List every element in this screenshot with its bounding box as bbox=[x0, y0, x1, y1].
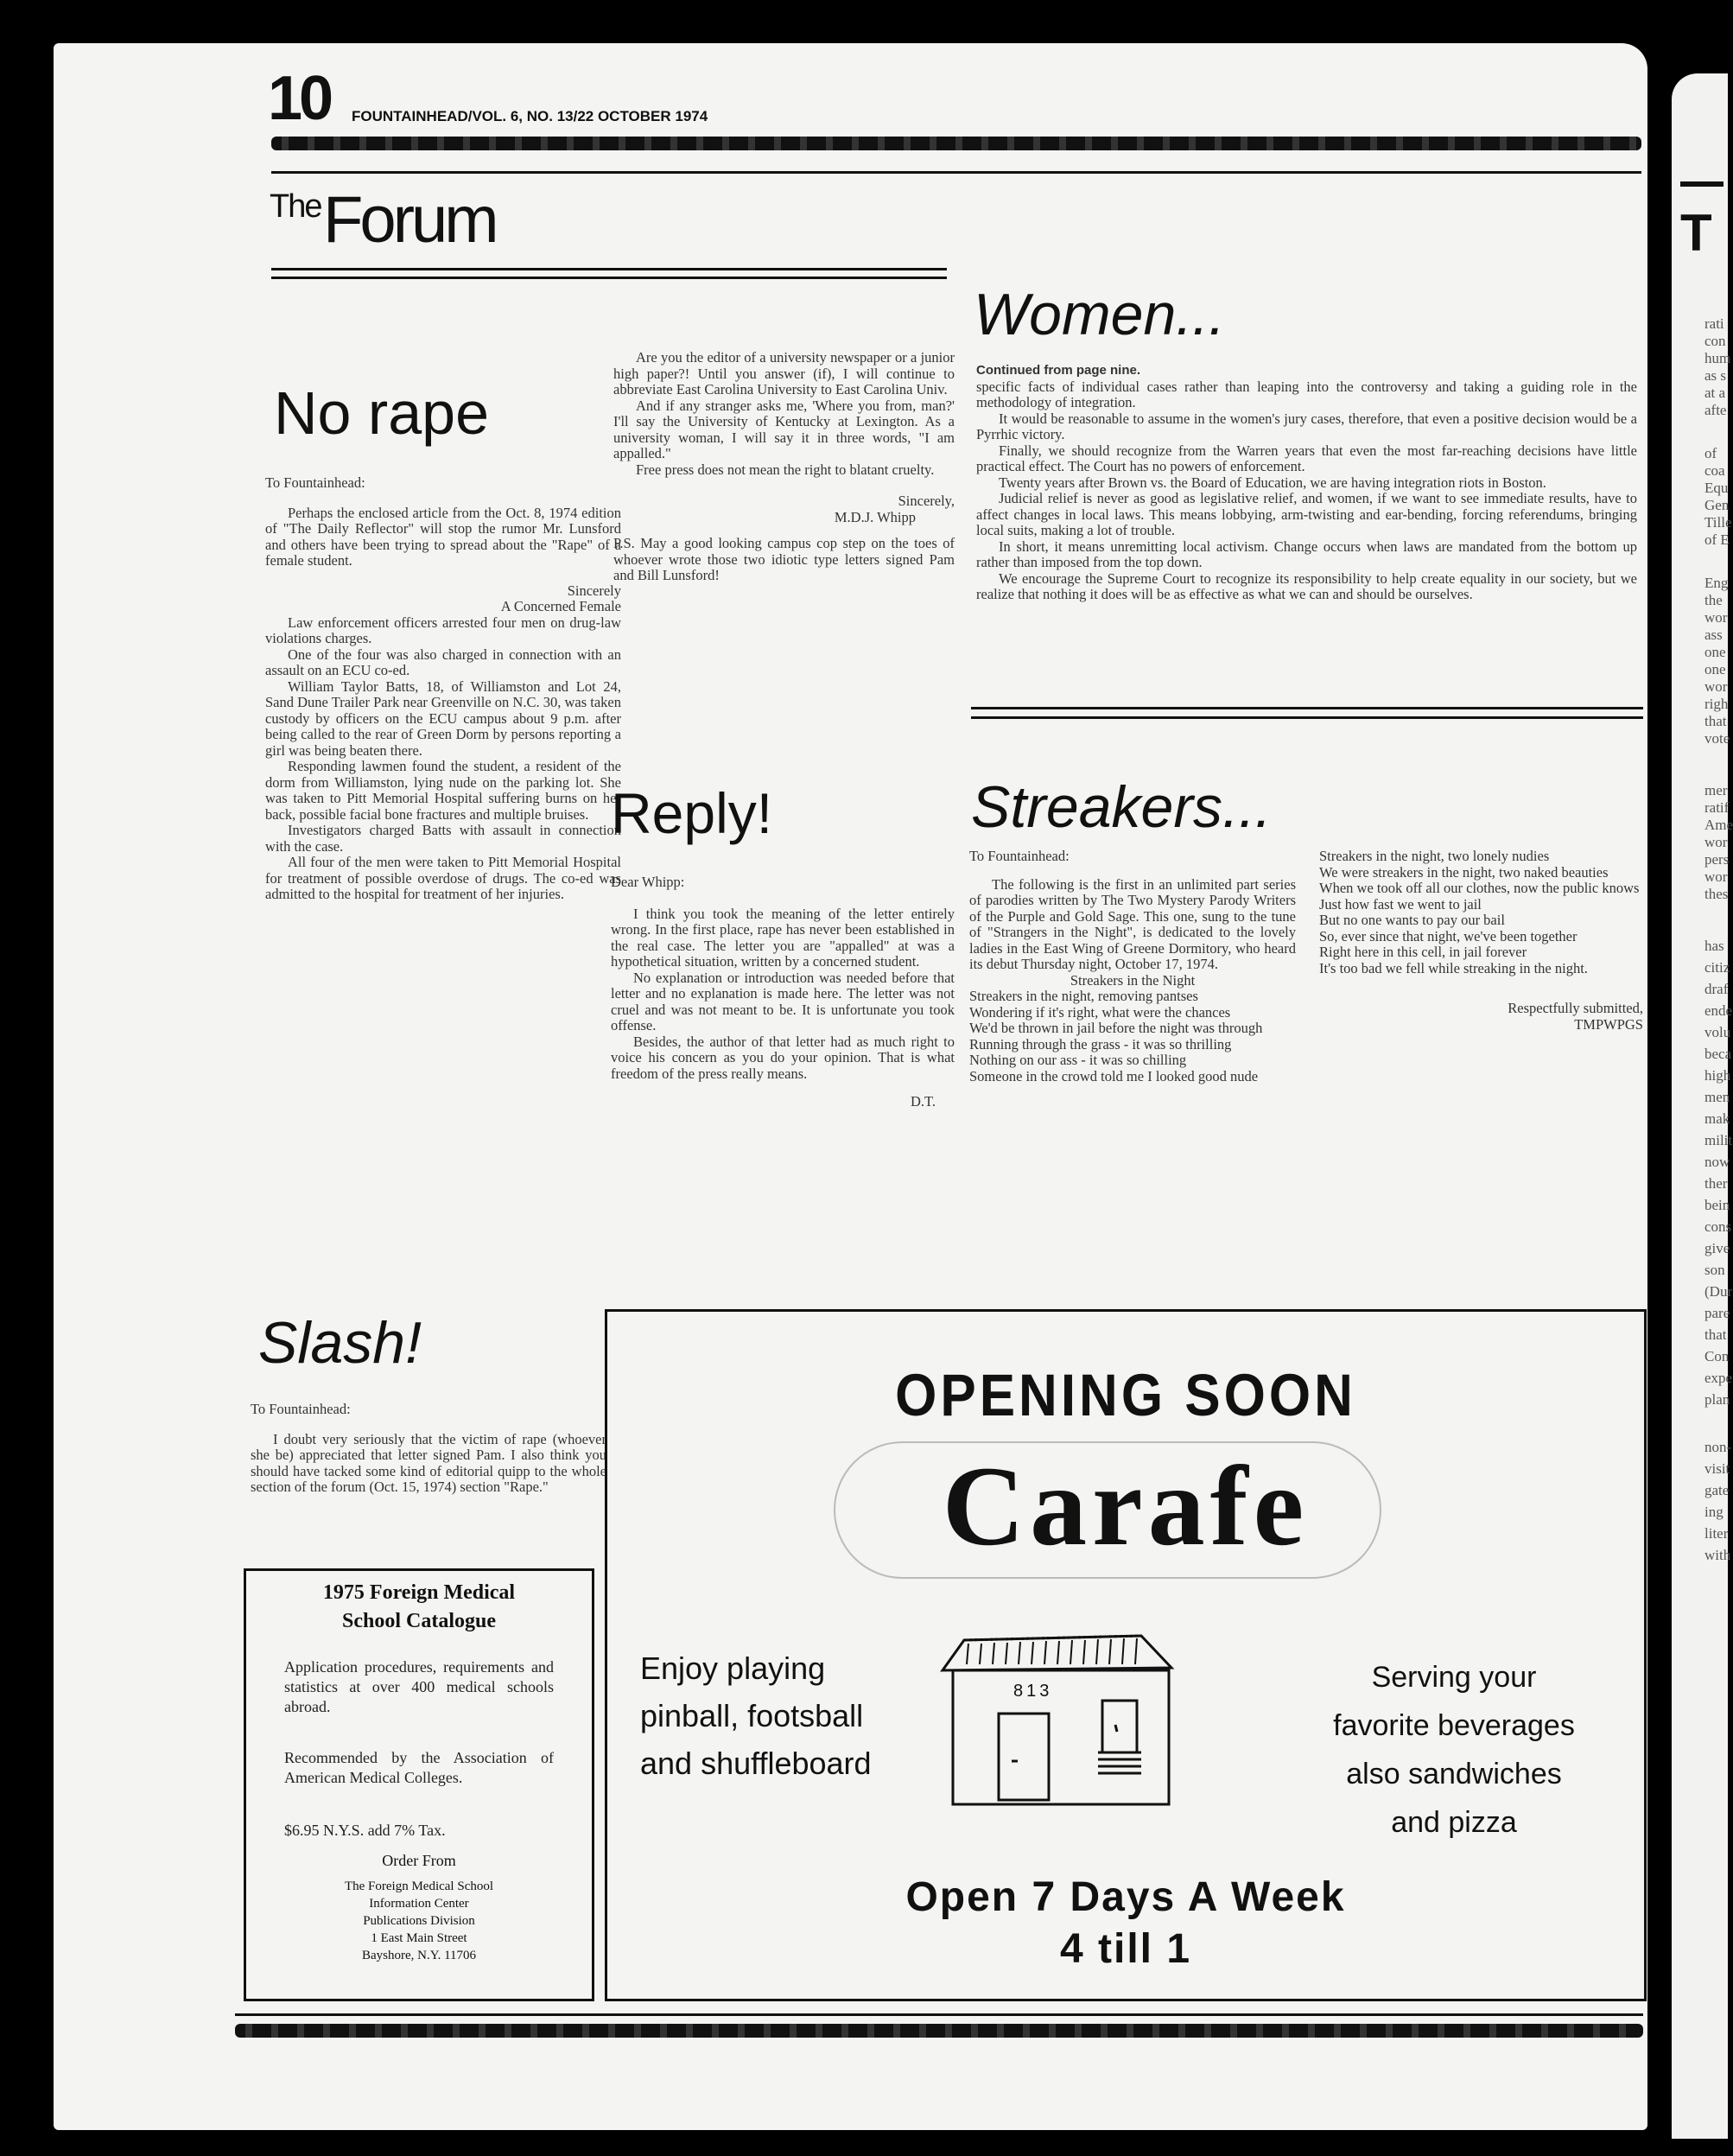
adjacent-page-text-fragment: hum bbox=[1704, 350, 1731, 366]
newspaper-page bbox=[54, 43, 1647, 2130]
adjacent-page-text-fragment: with bbox=[1704, 1547, 1731, 1563]
whipp-letter bbox=[613, 350, 955, 584]
adjacent-page-text-fragment: one bbox=[1704, 661, 1726, 677]
paragraph: I think you took the meaning of the letter entirely wrong. In the first place, rape has never been established in the real case. The letter you are "appalled" at was a hypothetical situation, written by a concerned student. bbox=[611, 905, 955, 970]
reply-headline: Reply! bbox=[611, 781, 773, 845]
ad-address bbox=[246, 1878, 592, 1964]
opening-soon-headline: OPENING SOON bbox=[895, 1363, 1356, 1429]
adjacent-page-text-fragment: ratif bbox=[1704, 799, 1730, 816]
text-line: favorite beverages bbox=[1333, 1709, 1575, 1742]
ad-title-line1: 1975 Foreign Medical bbox=[322, 1581, 516, 1604]
adjacent-page-text-fragment: cons bbox=[1704, 1218, 1732, 1235]
adjacent-page-text-fragment: milit bbox=[1704, 1132, 1733, 1148]
adjacent-page-text-fragment: the bbox=[1704, 592, 1723, 608]
reply-letter bbox=[611, 874, 955, 1110]
adjacent-page-text-fragment: rati bbox=[1704, 315, 1724, 332]
adjacent-page-text-fragment: con bbox=[1704, 333, 1726, 349]
no-rape-letter bbox=[265, 475, 621, 903]
header-rule bbox=[271, 137, 1641, 150]
lyric-line: Right here in this cell, in jail forever bbox=[1319, 944, 1527, 960]
slash-headline: Slash! bbox=[258, 1310, 422, 1376]
page-number: 10 bbox=[268, 64, 331, 133]
footer-rule bbox=[235, 2024, 1643, 2038]
lyric-line: It's too bad we fell while streaking in the night. bbox=[1319, 959, 1588, 976]
ad-order-label: Order From bbox=[382, 1852, 456, 1869]
adjacent-page-text-fragment: ther bbox=[1704, 1175, 1728, 1192]
footer-thin-rule bbox=[235, 2013, 1643, 2016]
lyric-line: Streakers in the night, removing pantses bbox=[969, 988, 1198, 1004]
adjacent-page-text-fragment: non- bbox=[1704, 1439, 1732, 1455]
paragraph: Judicial relief is never as good as legislative relief, and women, if we want to see immediate results, have to affect changes in local laws. This means lobbying, arm-twisting and ear-bending, forcing referendums, bringing local suits, making a lot of trouble. bbox=[976, 490, 1637, 538]
adjacent-page-text-fragment: that bbox=[1704, 713, 1727, 729]
paragraph: Investigators charged Batts with assault in connection with the case. bbox=[265, 822, 621, 855]
salutation: Dear Whipp: bbox=[611, 874, 685, 890]
text-line: and pizza bbox=[1391, 1806, 1517, 1839]
adjacent-page-text-fragment: ende bbox=[1704, 1002, 1733, 1019]
song-title: Streakers in the Night bbox=[1070, 971, 1196, 989]
salutation: To Fountainhead: bbox=[265, 474, 365, 491]
adjacent-page-text-fragment: at a bbox=[1704, 385, 1726, 401]
adjacent-page-text-fragment: righ bbox=[1704, 696, 1729, 712]
adjacent-page-text-fragment: Con bbox=[1704, 1348, 1730, 1364]
adjacent-page-text-fragment: men bbox=[1704, 1089, 1730, 1105]
paragraph: No explanation or introduction was needed before that letter and no explanation is made here. The letter was not cruel and was not meant to be. It is unfortunate you took offense. bbox=[611, 969, 955, 1033]
signature: A Concerned Female bbox=[500, 598, 621, 614]
adjacent-page-text-fragment: Ame bbox=[1704, 817, 1733, 833]
women-rule-2 bbox=[971, 716, 1643, 719]
paragraph: It would be reasonable to assume in the women's jury cases, therefore, that even a positive decision would be a Pyrrhic victory. bbox=[976, 410, 1637, 442]
adjacent-page-text-fragment: ing bbox=[1704, 1504, 1723, 1520]
women-rule-1 bbox=[971, 707, 1643, 709]
lyric-line: Streakers in the night, two lonely nudies bbox=[1319, 848, 1550, 864]
continued-note: Continued from page nine. bbox=[976, 363, 1140, 378]
medical-school-ad bbox=[244, 1568, 594, 2001]
paragraph: And if any stranger asks me, 'Where you from, man?' I'll say the University of Kentucky at Lexington. As a university woman, I will say it in three words, "I am appalled." bbox=[613, 397, 955, 461]
section-title: Forum bbox=[323, 183, 496, 257]
adjacent-page-rule bbox=[1680, 181, 1723, 187]
streakers-letter bbox=[969, 849, 1296, 1084]
lyric-line: We'd be thrown in jail before the night was through bbox=[969, 1020, 1263, 1036]
paragraph: Besides, the author of that letter had as much right to voice his concern as you do your opinion. That is what freedom of the press really means. bbox=[611, 1033, 955, 1082]
address-line: 1 East Main Street bbox=[371, 1931, 467, 1945]
adjacent-page-text-fragment: citiz bbox=[1704, 959, 1730, 976]
building-illustration bbox=[934, 1623, 1202, 1813]
adjacent-page-text-fragment: pare bbox=[1704, 1305, 1730, 1321]
slash-letter bbox=[251, 1402, 606, 1496]
adjacent-page-text-fragment: wor bbox=[1704, 834, 1728, 850]
ad-price: $6.95 N.Y.S. add 7% Tax. bbox=[284, 1822, 446, 1839]
closing: Sincerely, bbox=[898, 493, 955, 509]
adjacent-page-text-fragment: mak bbox=[1704, 1110, 1730, 1127]
address-line: Publications Division bbox=[363, 1914, 475, 1928]
adjacent-page-text-fragment: wor bbox=[1704, 868, 1728, 885]
adjacent-page-text-fragment: Gen bbox=[1704, 497, 1730, 513]
no-rape-headline: No rape bbox=[274, 379, 490, 447]
ad-title-line2: School Catalogue bbox=[341, 1610, 496, 1632]
adjacent-page-text-fragment: afte bbox=[1704, 402, 1727, 418]
lyric-line: When we took off all our clothes, now the public knows bbox=[1319, 880, 1640, 896]
adjacent-page-text-fragment: pers bbox=[1704, 851, 1730, 868]
paragraph: Finally, we should recognize from the Warren years that even the most far-reaching decisions have little practical effect. The Court has no powers of enforcement. bbox=[976, 442, 1637, 474]
paragraph: In short, it means unremitting local activism. Change occurs when laws are mandated from the bottom up rather than imposed from the top down. bbox=[976, 537, 1637, 570]
adjacent-page-text-fragment: give bbox=[1704, 1240, 1730, 1256]
adjacent-page-text-fragment: as s bbox=[1704, 367, 1727, 384]
signature: TMPWPGS bbox=[1574, 1015, 1643, 1033]
adjacent-page-text-fragment: draf bbox=[1704, 981, 1729, 997]
lyric-line: But no one wants to pay our bail bbox=[1319, 912, 1505, 928]
lyric-line: Nothing on our ass - it was so chilling bbox=[969, 1052, 1187, 1068]
adjacent-page-text-fragment: that bbox=[1704, 1326, 1727, 1343]
forum-rule-2 bbox=[271, 277, 947, 279]
ad-recommendation: Recommended by the Association of American Medical Colleges. bbox=[284, 1749, 554, 1786]
adjacent-page-text-fragment: volu bbox=[1704, 1024, 1731, 1040]
adjacent-page-fragment bbox=[1672, 73, 1733, 2139]
adjacent-page-text-fragment: thes bbox=[1704, 886, 1729, 902]
paragraph: All four of the men were taken to Pitt Memorial Hospital for treatment of possible overdose of drugs. The co-ed was admitted to the hospital for treatment of her injuries. bbox=[265, 854, 621, 902]
adjacent-page-text-fragment: vote bbox=[1704, 730, 1730, 747]
signature: D.T. bbox=[910, 1093, 936, 1110]
adjacent-page-text-fragment: coa bbox=[1704, 462, 1725, 479]
lyric-line: Just how fast we went to jail bbox=[1319, 895, 1482, 913]
lyric-line: Running through the grass - it was so thrilling bbox=[969, 1035, 1232, 1053]
lyric-line: Someone in the crowd told me I looked good nude bbox=[969, 1067, 1259, 1084]
signature: M.D.J. Whipp bbox=[834, 508, 916, 525]
adjacent-page-text-fragment: son bbox=[1704, 1262, 1725, 1278]
paragraph: William Taylor Batts, 18, of Williamston and Lot 24, Sand Dune Trailer Park near Greenville on N.C. 30, was taken custody by officers on the ECU campus about 9 p.m. after being called to the rear of Green Dorm by persons reporting a girl was being beaten there. bbox=[265, 677, 621, 759]
adjacent-page-text-fragment: high bbox=[1704, 1067, 1731, 1084]
adjacent-page-text-fragment: visit bbox=[1704, 1460, 1730, 1477]
adjacent-page-text-fragment: expe bbox=[1704, 1370, 1733, 1386]
carafe-games-text bbox=[640, 1644, 872, 1787]
paragraph: One of the four was also charged in connection with an assault on an ECU co-ed. bbox=[265, 646, 621, 678]
adjacent-page-text-fragment: one bbox=[1704, 644, 1726, 660]
streakers-headline: Streakers... bbox=[971, 774, 1272, 840]
building-number: 813 bbox=[1013, 1682, 1053, 1701]
women-headline: Women... bbox=[974, 282, 1225, 347]
carafe-hours-line2: 4 till 1 bbox=[1059, 1926, 1192, 1972]
carafe-hours-line1: Open 7 Days A Week bbox=[905, 1874, 1346, 1920]
text-line: pinball, footsball bbox=[640, 1698, 864, 1733]
adjacent-page-text-fragment: mer bbox=[1704, 782, 1728, 798]
adjacent-page-text-fragment: wor bbox=[1704, 678, 1728, 695]
forum-rule-1 bbox=[271, 268, 947, 270]
text-line: also sandwiches bbox=[1346, 1758, 1562, 1790]
paragraph: The following is the first in an unlimited part series of parodies written by The Two Mystery Parody Writers of the Purple and Gold Sage. This one, sung to the tune of "Strangers in the Night", is dedicated to the lovely ladies in the East Wing of Greene Dormitory, who heard its debut Thursday night, October 17, 1974. bbox=[969, 875, 1296, 972]
adjacent-page-text-fragment: ass bbox=[1704, 626, 1723, 643]
paragraph: I doubt very seriously that the victim of rape (whoever she be) appreciated that letter signed Pam. I also think you should have tacked some kind of editorial quipp to the whole section of the forum (Oct. 15, 1974) section "Rape." bbox=[251, 1430, 606, 1495]
paragraph: Twenty years after Brown vs. the Board of Education, we are having integration riots in Boston. bbox=[999, 474, 1546, 491]
paragraph: Are you the editor of a university newspaper or a junior high paper?! Until you answer (if), I will continue to abbreviate East Carolina University to East Carolina Univ. bbox=[613, 349, 955, 397]
adjacent-page-text-fragment: has bbox=[1704, 938, 1724, 954]
address-line: Information Center bbox=[369, 1897, 469, 1911]
salutation: To Fountainhead: bbox=[251, 1401, 351, 1417]
address-line: Bayshore, N.Y. 11706 bbox=[361, 1949, 477, 1962]
adjacent-page-text-fragment: Eng bbox=[1704, 575, 1729, 591]
ad-body: Application procedures, requirements and statistics at over 400 medical schools abroad. bbox=[284, 1658, 554, 1715]
paragraph: Responding lawmen found the student, a resident of the dorm from Williamston, lying nude on the parking lot. She was taken to Pitt Memorial Hospital suffering burns on her back, possible facial bone fractures and multiple bruises. bbox=[265, 758, 621, 823]
adjacent-page-text-fragment: gate bbox=[1704, 1482, 1730, 1498]
adjacent-page-text-fragment: beca bbox=[1704, 1046, 1732, 1062]
adjacent-page-text-fragment: of E bbox=[1704, 531, 1730, 548]
header-thin-rule bbox=[271, 171, 1641, 174]
text-line: Serving your bbox=[1371, 1661, 1537, 1694]
lyric-line: So, ever since that night, we've been together bbox=[1319, 927, 1577, 944]
adjacent-page-text-fragment: Tille bbox=[1704, 514, 1732, 531]
adjacent-page-text-fragment: of bbox=[1704, 445, 1717, 461]
paragraph: We encourage the Supreme Court to recognize its responsibility to help create equality in our society, but we realize that nothing it does will be as effective as what we can and should be ourselves. bbox=[976, 569, 1637, 602]
address-line: The Foreign Medical School bbox=[344, 1879, 494, 1893]
paragraph: Free press does not mean the right to blatant cruelty. bbox=[636, 461, 935, 478]
carafe-name: Carafe bbox=[942, 1442, 1310, 1569]
adjacent-page-text-fragment: plan bbox=[1704, 1391, 1730, 1408]
women-article bbox=[976, 363, 1637, 603]
adjacent-page-text-fragment: Equ bbox=[1704, 480, 1729, 496]
adjacent-page-headline-fragment: T bbox=[1680, 204, 1712, 262]
salutation: To Fountainhead: bbox=[969, 848, 1070, 864]
postscript: P.S. May a good looking campus cop step on the toes of whoever wrote those two idiotic type letters signed Pam and Bill Lunsford! bbox=[613, 535, 955, 583]
section-prefix: The bbox=[270, 188, 321, 225]
lyric-line: We were streakers in the night, two naked beauties bbox=[1319, 863, 1609, 881]
lyric-line: Wondering if it's right, what were the chances bbox=[969, 1003, 1231, 1021]
paragraph: Law enforcement officers arrested four men on drug-law violations charges. bbox=[265, 614, 621, 646]
adjacent-page-text-fragment: (Dur bbox=[1704, 1283, 1733, 1300]
streakers-lyrics-continued bbox=[1319, 849, 1643, 1033]
paragraph: specific facts of individual cases rather than leaping into the controversy and taking a guiding role in the methodology of integration. bbox=[976, 378, 1637, 410]
carafe-menu-text bbox=[1290, 1653, 1618, 1847]
adjacent-page-text-fragment: now bbox=[1704, 1154, 1730, 1170]
closing: Sincerely bbox=[567, 582, 621, 599]
adjacent-page-text-fragment: wor bbox=[1704, 609, 1728, 626]
paragraph: Perhaps the enclosed article from the Oct. 8, 1974 edition of "The Daily Reflector" will stop the rumor Mr. Lunsford and others have been trying to spread about the "Rape" of a female student. bbox=[265, 504, 621, 569]
closing: Respectfully submitted, bbox=[1508, 1000, 1643, 1016]
text-line: and shuffleboard bbox=[640, 1746, 872, 1781]
text-line: Enjoy playing bbox=[640, 1650, 826, 1686]
carafe-ad bbox=[605, 1309, 1647, 2001]
adjacent-page-text-fragment: liter bbox=[1704, 1525, 1729, 1542]
masthead: FOUNTAINHEAD/VOL. 6, NO. 13/22 OCTOBER 1974 bbox=[352, 108, 708, 124]
adjacent-page-text-fragment: bein bbox=[1704, 1197, 1730, 1213]
